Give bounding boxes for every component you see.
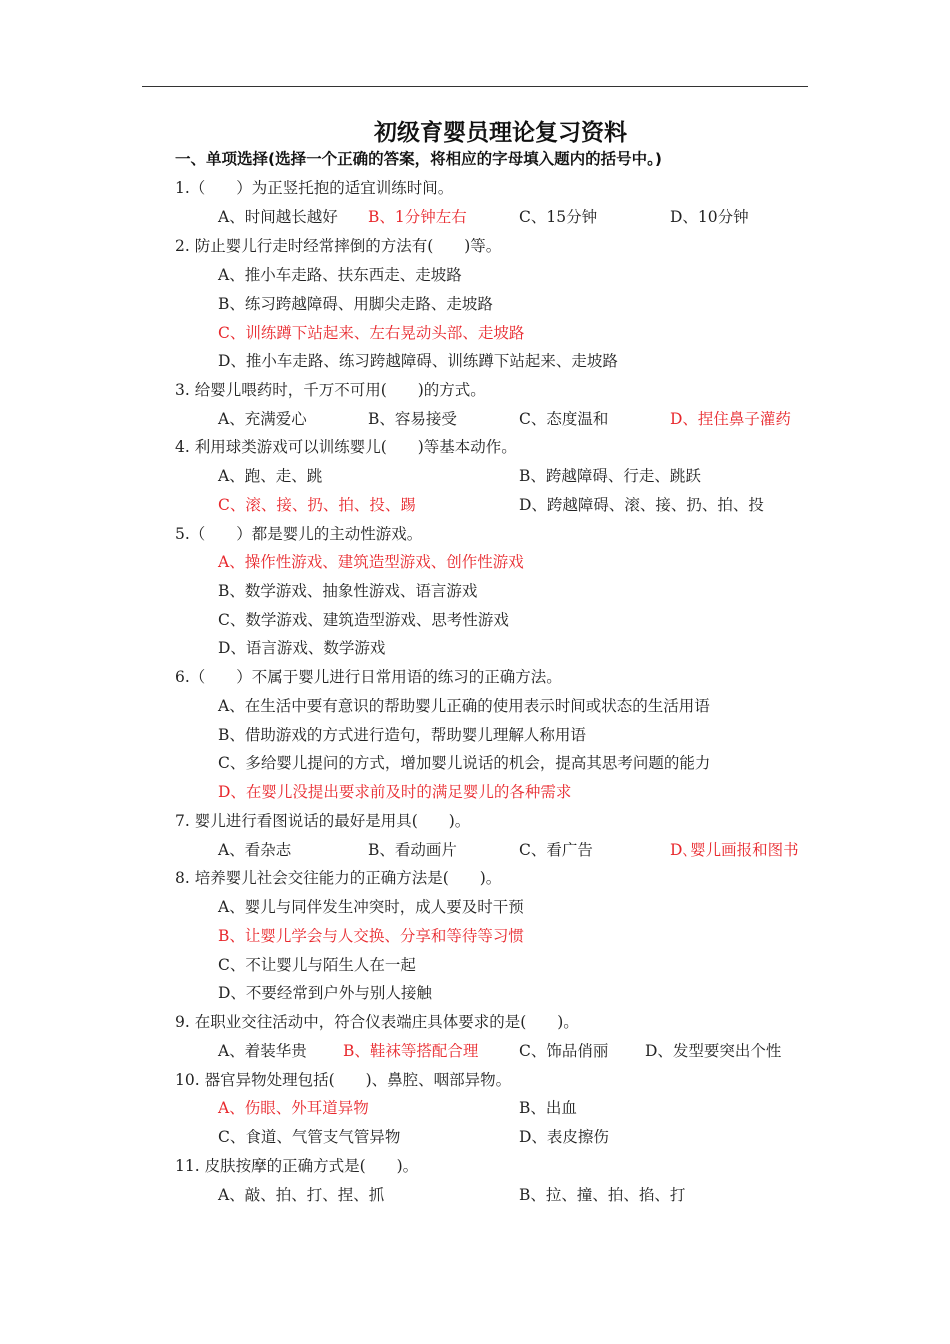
header-rule [142, 86, 808, 87]
question-8: 8. 培养婴儿社会交往能力的正确方法是( )。 [175, 869, 502, 887]
q5-option-a-answer: A、操作性游戏、建筑造型游戏、创作性游戏 [218, 553, 524, 571]
q5-option-c: C、数学游戏、建筑造型游戏、思考性游戏 [218, 611, 509, 629]
question-3: 3. 给婴儿喂药时，千万不可用( )的方式。 [175, 381, 486, 399]
q7-option-c: C、看广告 [519, 841, 593, 859]
question-5: 5.（ ）都是婴儿的主动性游戏。 [175, 525, 423, 543]
q5-option-d: D、语言游戏、数学游戏 [218, 639, 386, 657]
q9-option-a: A、着装华贵 [218, 1042, 307, 1060]
q3-option-b: B、容易接受 [368, 410, 457, 428]
q9-option-b-answer: B、鞋袜等搭配合理 [343, 1042, 479, 1060]
q9-option-d: D、发型要突出个性 [645, 1042, 782, 1060]
q6-option-c: C、多给婴儿提问的方式，增加婴儿说话的机会，提高其思考问题的能力 [218, 754, 711, 772]
q9-option-c: C、饰品俏丽 [519, 1042, 609, 1060]
q4-option-c-answer: C、滚、接、扔、拍、投、踢 [218, 496, 416, 514]
q11-option-a: A、敲、拍、打、捏、抓 [218, 1186, 385, 1204]
question-7: 7. 婴儿进行看图说话的最好是用具( )。 [175, 812, 471, 830]
q7-option-a: A、看杂志 [218, 841, 292, 859]
q6-option-a: A、在生活中要有意识的帮助婴儿正确的使用表示时间或状态的生活用语 [218, 697, 710, 715]
page-title: 初级育婴员理论复习资料 [374, 120, 627, 146]
q8-option-a: A、婴儿与同伴发生冲突时，成人要及时干预 [218, 898, 524, 916]
question-2: 2. 防止婴儿行走时经常摔倒的方法有( )等。 [175, 237, 502, 255]
q3-option-c: C、态度温和 [519, 410, 609, 428]
q3-option-a: A、充满爱心 [218, 410, 307, 428]
q8-option-b-answer: B、让婴儿学会与人交换、分享和等待等习惯 [218, 927, 524, 945]
q1-option-b-answer: B、1分钟左右 [368, 208, 467, 226]
q7-option-b: B、看动画片 [368, 841, 457, 859]
question-1: 1.（ ）为正竖托抱的适宜训练时间。 [175, 179, 454, 197]
question-4: 4. 利用球类游戏可以训练婴儿( )等基本动作。 [175, 438, 517, 456]
q10-option-d: D、表皮擦伤 [519, 1128, 609, 1146]
q8-option-c: C、不让婴儿与陌生人在一起 [218, 956, 416, 974]
q6-option-d-answer: D、在婴儿没提出要求前及时的满足婴儿的各种需求 [218, 783, 572, 801]
q2-option-c-answer: C、训练蹲下站起来、左右晃动头部、走坡路 [218, 324, 525, 342]
q6-option-b: B、借助游戏的方式进行造句，帮助婴儿理解人称用语 [218, 726, 586, 744]
q2-option-b: B、练习跨越障碍、用脚尖走路、走坡路 [218, 295, 493, 313]
question-11: 11. 皮肤按摩的正确方式是( )。 [175, 1157, 419, 1175]
q10-option-c: C、食道、气管支气管异物 [218, 1128, 401, 1146]
question-9: 9. 在职业交往活动中，符合仪表端庄具体要求的是( )。 [175, 1013, 579, 1031]
q2-option-a: A、推小车走路、扶东西走、走坡路 [218, 266, 462, 284]
q4-option-a: A、跑、走、跳 [218, 467, 323, 485]
q1-option-c: C、15分钟 [519, 208, 598, 226]
q10-option-b: B、出血 [519, 1099, 577, 1117]
q1-option-d: D、10分钟 [670, 208, 749, 226]
q10-option-a-answer: A、伤眼、外耳道异物 [218, 1099, 369, 1117]
q2-option-d: D、推小车走路、练习跨越障碍、训练蹲下站起来、走坡路 [218, 352, 618, 370]
question-10: 10. 器官异物处理包括( )、鼻腔、咽部异物。 [175, 1071, 512, 1089]
section-heading: 一、单项选择(选择一个正确的答案，将相应的字母填入题内的括号中。) [175, 150, 662, 168]
q4-option-b: B、跨越障碍、行走、跳跃 [519, 467, 701, 485]
q4-option-d: D、跨越障碍、滚、接、扔、拍、投 [519, 496, 764, 514]
q1-option-a: A、时间越长越好 [218, 208, 338, 226]
q11-option-b: B、拉、撞、拍、掐、打 [519, 1186, 686, 1204]
question-6: 6.（ ）不属于婴儿进行日常用语的练习的正确方法。 [175, 668, 562, 686]
q3-option-d-answer: D、捏住鼻子灌药 [670, 410, 791, 428]
q8-option-d: D、不要经常到户外与别人接触 [218, 984, 432, 1002]
q5-option-b: B、数学游戏、抽象性游戏、语言游戏 [218, 582, 478, 600]
q7-option-d-answer: D､婴儿画报和图书 [670, 841, 799, 859]
